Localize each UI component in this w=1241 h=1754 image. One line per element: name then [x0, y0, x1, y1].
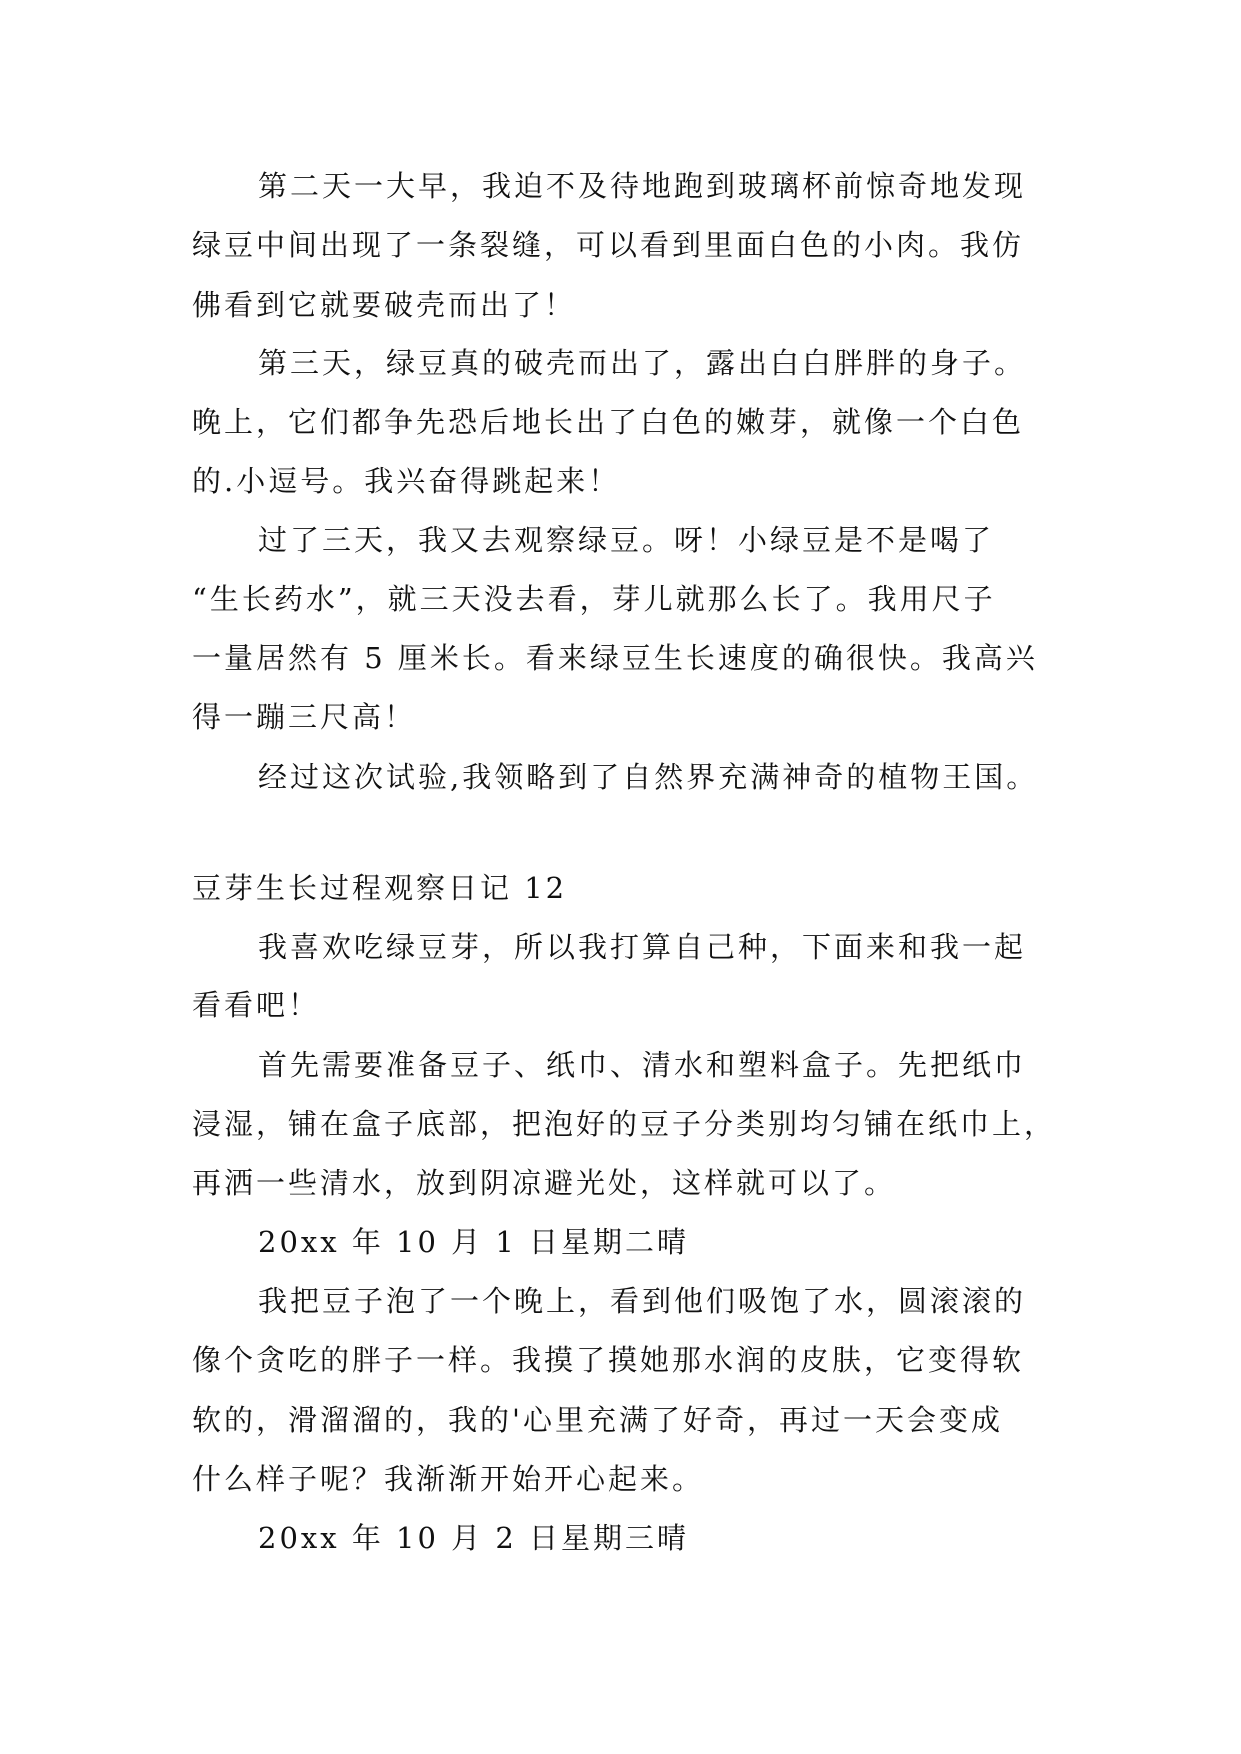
- date-line: 20xx 年 10 月 2 日星期三晴: [258, 1521, 690, 1555]
- paragraph-line: 首先需要准备豆子、纸巾、清水和塑料盒子。先把纸巾: [258, 1048, 1027, 1082]
- paragraph-line: 什么样子呢？我渐渐开始开心起来。: [192, 1462, 705, 1496]
- paragraph-line: 再洒一些清水，放到阴凉避光处，这样就可以了。: [192, 1166, 897, 1200]
- paragraph-line: 浸湿，铺在盒子底部，把泡好的豆子分类别均匀铺在纸巾上，: [192, 1107, 1057, 1141]
- paragraph-line: 第三天，绿豆真的破壳而出了，露出白白胖胖的身子。: [258, 346, 1027, 380]
- paragraph-line: “生长药水”，就三天没去看，芽儿就那么长了。我用尺子: [192, 582, 996, 616]
- paragraph-line: 软的，滑溜溜的，我的'心里充满了好奇，再过一天会变成: [192, 1403, 1003, 1437]
- section-title: 豆芽生长过程观察日记 12: [192, 871, 568, 905]
- paragraph-line: 一量居然有 5 厘米长。看来绿豆生长速度的确很快。我高兴: [192, 641, 1038, 675]
- paragraph-line: 晚上，它们都争先恐后地长出了白色的嫩芽，就像一个白色: [192, 405, 1025, 439]
- paragraph-line: 经过这次试验,我领略到了自然界充满神奇的植物王国。: [258, 760, 1039, 794]
- paragraph-line: 我把豆子泡了一个晚上，看到他们吸饱了水，圆滚滚的: [258, 1284, 1027, 1318]
- paragraph-line: 第二天一大早，我迫不及待地跑到玻璃杯前惊奇地发现: [258, 169, 1027, 203]
- paragraph-line: 像个贪吃的胖子一样。我摸了摸她那水润的皮肤，它变得软: [192, 1343, 1025, 1377]
- paragraph-line: 过了三天，我又去观察绿豆。呀！小绿豆是不是喝了: [258, 523, 995, 557]
- paragraph-line: 绿豆中间出现了一条裂缝，可以看到里面白色的小肉。我仿: [192, 228, 1025, 262]
- paragraph-line: 得一蹦三尺高！: [192, 700, 417, 734]
- paragraph-line: 佛看到它就要破壳而出了！: [192, 288, 577, 322]
- paragraph-line: 我喜欢吃绿豆芽，所以我打算自己种，下面来和我一起: [258, 930, 1027, 964]
- paragraph-line: 的.小逗号。我兴奋得跳起来！: [192, 464, 621, 498]
- paragraph-line: 看看吧！: [192, 988, 321, 1022]
- date-line: 20xx 年 10 月 1 日星期二晴: [258, 1225, 690, 1259]
